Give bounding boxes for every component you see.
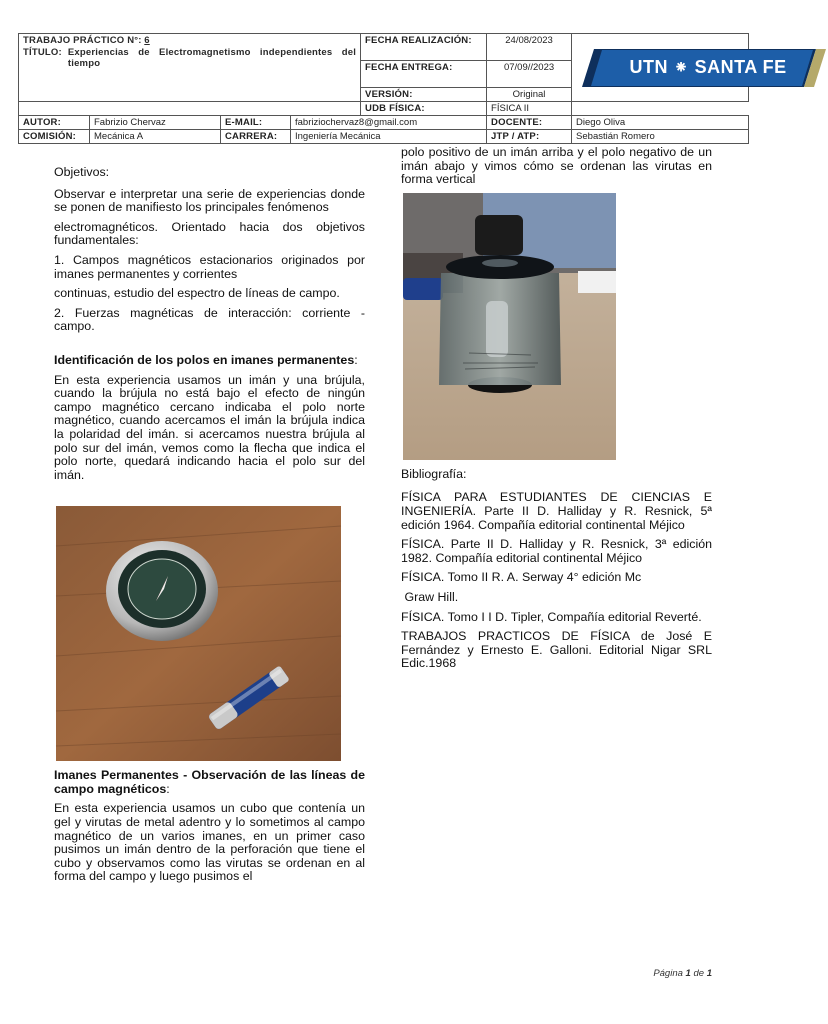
titulo-label: TÍTULO: <box>23 47 62 58</box>
bibliografia-item-1: FÍSICA PARA ESTUDIANTES DE CIENCIAS E INGENIERÍA. Parte II D. Halliday y R. Resnick, 5ª edición 1964. Compañía editorial continental Méjico <box>401 490 712 532</box>
email-label: E-MAIL: <box>221 116 291 130</box>
tp-label: TRABAJO PRÁCTICO N°: <box>23 35 142 46</box>
section-lineas-heading <box>54 769 365 796</box>
logo-text: UTN ⁕ SANTA FE <box>629 56 787 77</box>
bibliografia-item-6: TRABAJOS PRACTICOS DE FÍSICA de José E Fernández y Ernesto E. Galloni. Editorial Nigar SRL Edic.1968 <box>401 629 712 671</box>
right-column <box>401 146 712 677</box>
spacer-cell <box>19 102 361 116</box>
continuation-paragraph: polo positivo de un imán arriba y el polo negativo de un imán abajo y vimos cómo se ordenan las virutas en forma vertical <box>401 145 712 187</box>
version-label: VERSIÓN: <box>361 88 487 102</box>
bibliografia-item-5: FÍSICA. Tomo I I D. Tipler, Compañía editorial Reverté. <box>401 609 702 624</box>
objetivos-paragraph-2: electromagnéticos. Orientado hacia dos objetivos fundamentales: <box>54 219 365 248</box>
docente-value: Diego Oliva <box>572 116 749 130</box>
fecha-realizacion-value: 24/08/2023 <box>487 34 572 61</box>
page-label: Página <box>653 968 683 979</box>
document-header <box>18 33 787 142</box>
udb-label: UDB FÍSICA: <box>361 102 487 116</box>
jtp-value: Sebastián Romero <box>572 130 749 144</box>
compass-magnet-photo <box>56 506 341 761</box>
page-total: 1 <box>706 968 712 979</box>
bibliografia-item-3: FÍSICA. Tomo II R. A. Serway 4° edición Mc <box>401 570 642 585</box>
objetivos-title: Objetivos: <box>54 165 110 179</box>
section-lineas-title: Imanes Permanentes - Observación de las líneas de campo magnéticos <box>54 768 365 796</box>
page-current: 1 <box>685 968 691 979</box>
objetivos-paragraph-4: continuas, estudio del espectro de líneas de campo. <box>54 286 340 301</box>
autor-value: Fabrizio Chervaz <box>90 116 221 130</box>
titulo-text: Experiencias de Electromagnetismo independientes del tiempo <box>67 47 357 69</box>
tp-number: 6 <box>144 35 150 46</box>
title-cell <box>19 34 361 102</box>
carrera-value: Ingeniería Mecánica <box>291 130 487 144</box>
section-lineas-body: En esta experiencia usamos un cubo que contenía un gel y virutas de metal adentro y lo sometimos al campo magnético de un varios imanes, en un primer caso pusimos un imán dentro de la perforación que tiene el cubo y observamos como las virutas se ordenan en al forma del campo y luego pusimos el <box>54 801 365 884</box>
bibliografia-title: Bibliografía: <box>401 466 467 481</box>
udb-value: FÍSICA II <box>487 102 572 116</box>
version-value: Original <box>487 88 572 102</box>
section-lineas-colon: : <box>166 781 170 796</box>
section-polos-body: En esta experiencia usamos un imán y una brújula, cuando la brújula no está bajo el efecto de ningún campo magnético cercano indicaba el polo norte magnético, cuando acercamos el imán la brújula indica la polaridad del imán. si acercamos nuestra brújula al polo sur del imán, vemos como la flecha que indica el polo norte, quedará indicando hacia el polo sur del imán. <box>54 372 365 482</box>
jtp-label: JTP / ATP: <box>487 130 572 144</box>
bibliografia-item-2: FÍSICA. Parte II D. Halliday y R. Resnick, 3ª edición 1982. Compañía editorial continental Méjico <box>401 537 712 565</box>
carrera-label: CARRERA: <box>221 130 291 144</box>
comision-label: COMISIÓN: <box>19 130 90 144</box>
autor-label: AUTOR: <box>19 116 90 130</box>
left-column <box>54 166 365 890</box>
fecha-realizacion-label: FECHA REALIZACIÓN: <box>361 34 487 61</box>
gel-cube-photo <box>403 193 616 460</box>
page-of-label: de <box>693 968 705 979</box>
bibliografia-item-4: Graw Hill. <box>401 589 459 604</box>
page-number <box>653 968 712 979</box>
fecha-entrega-label: FECHA ENTREGA: <box>361 61 487 88</box>
comision-value: Mecánica A <box>90 130 221 144</box>
objetivos-paragraph-5: 2. Fuerzas magnéticas de interacción: corriente - campo. <box>54 305 365 334</box>
section-polos-colon: : <box>354 352 358 367</box>
utn-santa-fe-logo <box>580 47 828 93</box>
objetivos-paragraph-3: 1. Campos magnéticos estacionarios originados por imanes permanentes y corrientes <box>54 252 365 281</box>
email-value: fabriziochervaz8@gmail.com <box>291 116 487 130</box>
objetivos-paragraph-1: Observar e interpretar una serie de experiencias donde se ponen de manifiesto los principales fenómenos <box>54 186 365 215</box>
section-polos-heading <box>54 354 365 368</box>
section-polos-title: Identificación de los polos en imanes permanentes <box>54 352 355 367</box>
fecha-entrega-value: 07/09//2023 <box>487 61 572 88</box>
docente-label: DOCENTE: <box>487 116 572 130</box>
logo-cell <box>572 34 787 102</box>
